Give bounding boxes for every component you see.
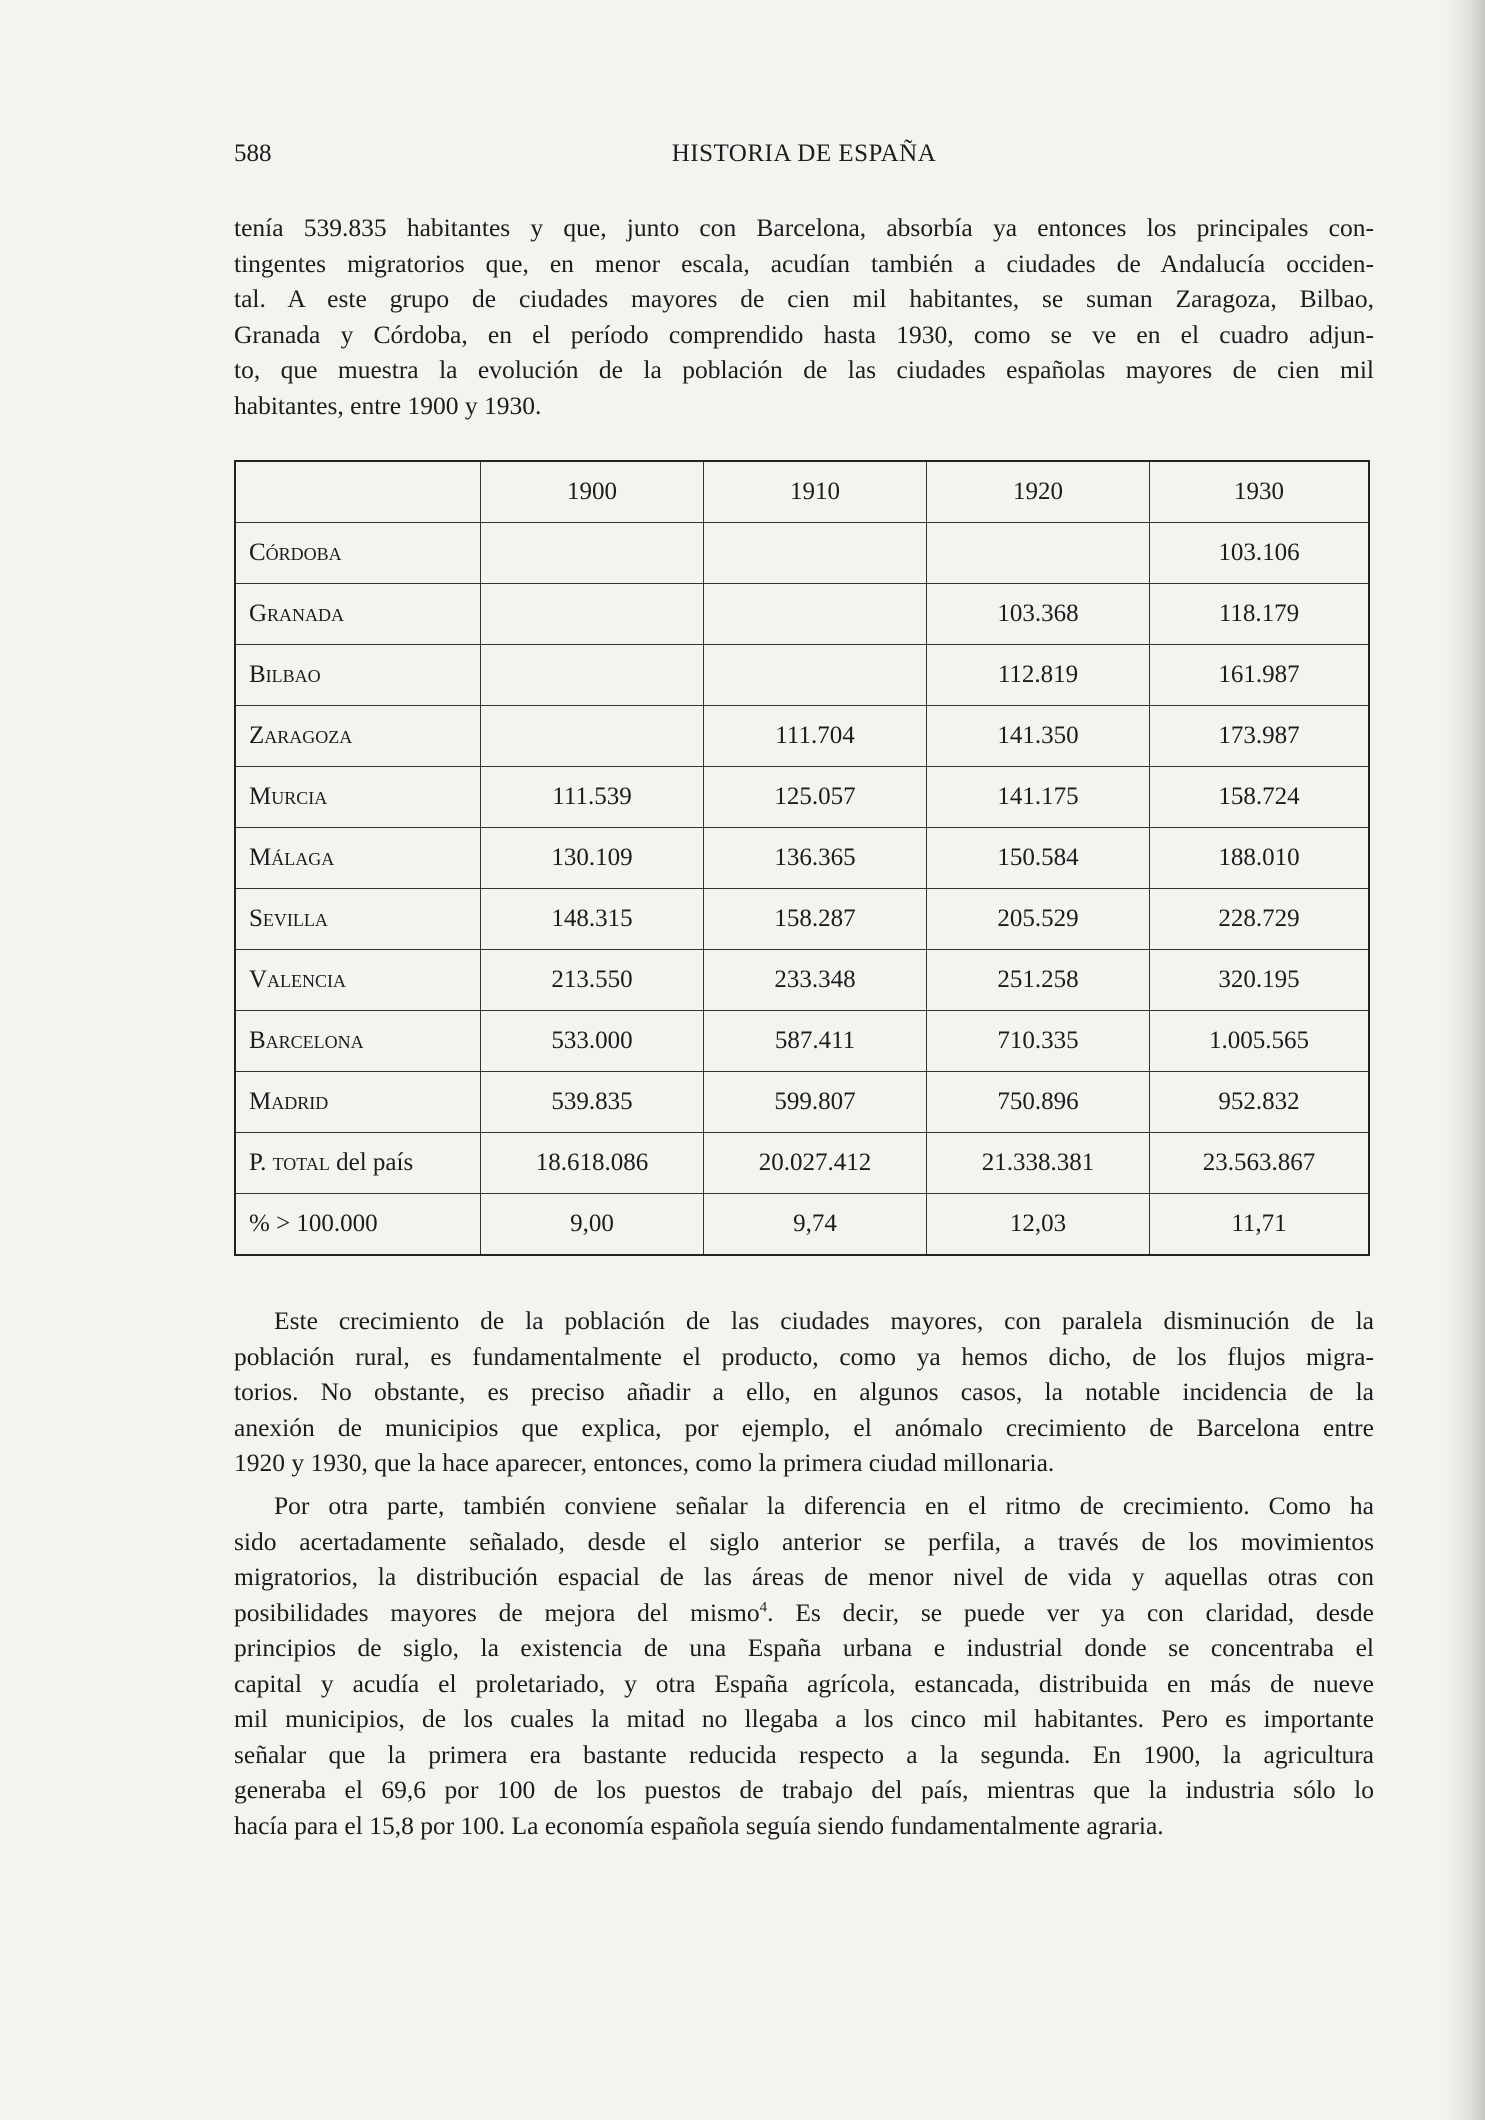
city-name: Sevilla: [235, 889, 481, 950]
page-number: 588: [234, 140, 272, 167]
city-name: Valencia: [235, 950, 481, 1011]
population-value: [481, 645, 704, 706]
population-value: 952.832: [1150, 1072, 1370, 1133]
population-value: 141.175: [927, 767, 1150, 828]
text-line: señalar que la primera era bastante reducida respecto a la segunda. En 1900, la agricultura: [234, 1739, 1374, 1769]
year-header: 1910: [704, 461, 927, 523]
population-value: [704, 645, 927, 706]
year-header: 1900: [481, 461, 704, 523]
year-header: 1930: [1150, 461, 1370, 523]
population-value: 1.005.565: [1150, 1011, 1370, 1072]
population-value: 587.411: [704, 1011, 927, 1072]
population-value: 205.529: [927, 889, 1150, 950]
population-value: 112.819: [927, 645, 1150, 706]
population-value: 213.550: [481, 950, 704, 1011]
year-header: 1920: [927, 461, 1150, 523]
table-row: [235, 706, 1369, 767]
population-value: 125.057: [704, 767, 927, 828]
population-value: 233.348: [704, 950, 927, 1011]
city-name: Barcelona: [235, 1011, 481, 1072]
page-header: [234, 140, 1374, 180]
table-corner-cell: [235, 461, 481, 523]
table-row: [235, 1011, 1369, 1072]
text-line: tingentes migratorios que, en menor escala, acudían también a ciudades de Andalucía occiden-: [234, 248, 1374, 278]
text-line: hacía para el 15,8 por 100. La economía española seguía siendo fundamentalmente agraria.: [234, 1810, 1164, 1840]
percent-value: 11,71: [1150, 1194, 1370, 1256]
text-line: anexión de municipios que explica, por ejemplo, el anómalo crecimiento de Barcelona entre: [234, 1412, 1374, 1442]
table-total-row: [235, 1133, 1369, 1194]
text-line: Granada y Córdoba, en el período comprendido hasta 1930, como se ve en el cuadro adjun-: [234, 319, 1374, 349]
page-edge-shadow: [1445, 0, 1485, 2120]
population-value: 539.835: [481, 1072, 704, 1133]
body-paragraph: [234, 1303, 1374, 1481]
text-line: [234, 1595, 1374, 1631]
population-value: [704, 584, 927, 645]
text-line: to, que muestra la evolución de la población de las ciudades españolas mayores de cien mil: [234, 355, 1374, 384]
running-title: HISTORIA DE ESPAÑA: [671, 140, 937, 167]
text-line: torios. No obstante, es preciso añadir a ello, en algunos casos, la notable incidencia de la: [234, 1377, 1374, 1406]
text-line: tenía 539.835 habitantes y que, junto con Barcelona, absorbía ya entonces los principales con-: [234, 213, 1374, 242]
table-row: [235, 767, 1369, 828]
text-run: . Es decir, se puede ver ya con claridad, desde: [767, 1597, 1374, 1627]
population-value: 136.365: [704, 828, 927, 889]
text-line: tal. A este grupo de ciudades mayores de cien mil habitantes, se suman Zaragoza, Bilbao,: [234, 284, 1374, 313]
percent-value: 9,00: [481, 1194, 704, 1256]
city-name: Murcia: [235, 767, 481, 828]
population-value: [481, 706, 704, 767]
population-value: 103.368: [927, 584, 1150, 645]
text-line: capital y acudía el proletariado, y otra España agrícola, estancada, distribuida en más de nueve: [234, 1668, 1374, 1698]
table-row: [235, 523, 1369, 584]
city-name: Granada: [235, 584, 481, 645]
table-row: [235, 584, 1369, 645]
population-value: 141.350: [927, 706, 1150, 767]
population-value: 111.704: [704, 706, 927, 767]
population-value: 161.987: [1150, 645, 1370, 706]
text-line: sido acertadamente señalado, desde el siglo anterior se perfila, a través de los movimientos: [234, 1526, 1374, 1556]
population-value: 130.109: [481, 828, 704, 889]
population-value: 251.258: [927, 950, 1150, 1011]
population-value: 750.896: [927, 1072, 1150, 1133]
total-value: 23.563.867: [1150, 1133, 1370, 1194]
percent-label: % > 100.000: [235, 1194, 481, 1256]
percent-value: 9,74: [704, 1194, 927, 1256]
population-value: 158.724: [1150, 767, 1370, 828]
table-row: [235, 1072, 1369, 1133]
population-value: 150.584: [927, 828, 1150, 889]
city-name: Zaragoza: [235, 706, 481, 767]
table-row: [235, 645, 1369, 706]
population-table-container: [234, 460, 1370, 1256]
total-label-suffix: del país: [329, 1149, 414, 1176]
text-line: Este crecimiento de la población de las ciudades mayores, con paralela disminución de la: [274, 1306, 1374, 1335]
city-name: Madrid: [235, 1072, 481, 1133]
text-line: 1920 y 1930, que la hace aparecer, entonces, como la primera ciudad millonaria.: [234, 1448, 1055, 1477]
text-line: mil municipios, de los cuales la mitad no llegaba a los cinco mil habitantes. Pero es importante: [234, 1704, 1374, 1733]
total-value: 21.338.381: [927, 1133, 1150, 1194]
text-line: migratorios, la distribución espacial de las áreas de menor nivel de vida y aquellas otras con: [234, 1562, 1374, 1591]
text-line: habitantes, entre 1900 y 1930.: [234, 390, 542, 420]
population-table: [234, 460, 1370, 1256]
population-value: 158.287: [704, 889, 927, 950]
text-line: generaba el 69,6 por 100 de los puestos de trabajo del país, mientras que la industria sólo lo: [234, 1775, 1374, 1804]
total-label-smallcaps: total: [272, 1149, 330, 1176]
total-label-prefix: P.: [249, 1149, 273, 1176]
table-row: [235, 889, 1369, 950]
population-value: 228.729: [1150, 889, 1370, 950]
population-value: [481, 523, 704, 584]
population-value: 173.987: [1150, 706, 1370, 767]
total-label: [235, 1133, 481, 1194]
population-value: [481, 584, 704, 645]
population-value: [704, 523, 927, 584]
table-header-row: [235, 461, 1369, 523]
population-value: 118.179: [1150, 584, 1370, 645]
population-value: 103.106: [1150, 523, 1370, 584]
population-value: 710.335: [927, 1011, 1150, 1072]
text-line: principios de siglo, la existencia de una España urbana e industrial donde se concentraba el: [234, 1633, 1374, 1662]
table-row: [235, 828, 1369, 889]
population-value: 599.807: [704, 1072, 927, 1133]
body-paragraph: [234, 1488, 1374, 1843]
population-value: 188.010: [1150, 828, 1370, 889]
percent-value: 12,03: [927, 1194, 1150, 1256]
total-value: 18.618.086: [481, 1133, 704, 1194]
city-name: Málaga: [235, 828, 481, 889]
text-run: posibilidades mayores de mejora del mismo: [234, 1597, 760, 1627]
text-line: población rural, es fundamentalmente el producto, como ya hemos dicho, de los flujos migra-: [234, 1341, 1374, 1371]
text-line: Por otra parte, también conviene señalar la diferencia en el ritmo de crecimiento. Como ha: [274, 1491, 1374, 1520]
population-value: 320.195: [1150, 950, 1370, 1011]
city-name: Córdoba: [235, 523, 481, 584]
population-value: 148.315: [481, 889, 704, 950]
total-value: 20.027.412: [704, 1133, 927, 1194]
population-value: 533.000: [481, 1011, 704, 1072]
table-percent-row: [235, 1194, 1369, 1256]
population-value: [927, 523, 1150, 584]
intro-paragraph: [234, 210, 1374, 423]
table-row: [235, 950, 1369, 1011]
footnote-marker: 4: [759, 1599, 768, 1615]
city-name: Bilbao: [235, 645, 481, 706]
population-value: 111.539: [481, 767, 704, 828]
